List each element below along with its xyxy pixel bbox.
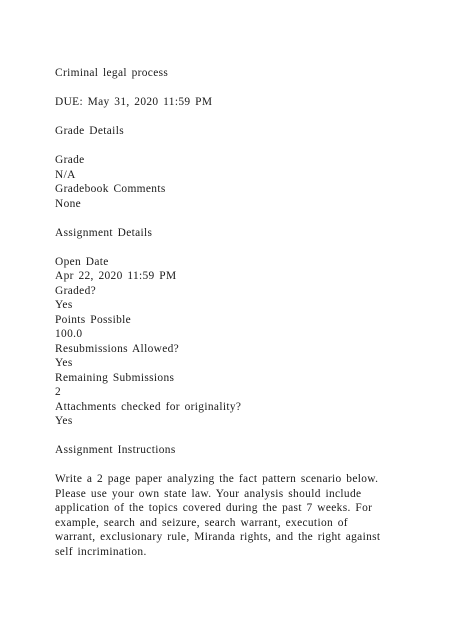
grade-details-heading: Grade Details <box>55 125 124 137</box>
remaining-submissions-label: Remaining Submissions <box>55 371 175 384</box>
gradebook-comments-value: None <box>55 197 82 210</box>
spacer <box>55 240 400 255</box>
spacer <box>55 81 400 96</box>
gradebook-comments-label: Gradebook Comments <box>55 183 166 195</box>
instructions-line: Please use your own state law. Your analysis should include <box>55 487 362 500</box>
assignment-document <box>55 66 400 559</box>
resubmissions-value: Yes <box>55 357 73 369</box>
instructions-line: self incrimination. <box>55 545 147 558</box>
remaining-submissions-value: 2 <box>55 386 62 398</box>
originality-check-value: Yes <box>55 415 73 427</box>
open-date-value: Apr 22, 2020 11:59 PM <box>55 270 177 282</box>
resubmissions-label: Resubmissions Allowed? <box>55 342 180 355</box>
spacer <box>55 429 400 444</box>
graded-label: Graded? <box>55 284 97 297</box>
instructions-line: application of the topics covered during the past 7 weeks. For <box>55 502 373 514</box>
originality-check-label: Attachments checked for originality? <box>55 400 242 413</box>
points-possible-label: Points Possible <box>55 313 132 326</box>
spacer <box>55 458 400 473</box>
instructions-line: example, search and seizure, search warrant, execution of <box>55 516 348 529</box>
grade-label: Grade <box>55 154 85 166</box>
instructions-line: warrant, exclusionary rule, Miranda rights, and the right against <box>55 531 381 543</box>
due-date: DUE: May 31, 2020 11:59 PM <box>55 96 213 108</box>
assignment-title: Criminal legal process <box>55 67 169 79</box>
graded-value: Yes <box>55 299 73 311</box>
open-date-label: Open Date <box>55 255 109 268</box>
instructions-heading: Assignment Instructions <box>55 444 176 456</box>
spacer <box>55 110 400 125</box>
assignment-details-heading: Assignment Details <box>55 226 153 239</box>
instructions-line: Write a 2 page paper analyzing the fact pattern scenario below. <box>55 473 379 485</box>
grade-value: N/A <box>55 168 76 181</box>
points-possible-value: 100.0 <box>55 328 83 340</box>
spacer <box>55 211 400 226</box>
spacer <box>55 139 400 154</box>
